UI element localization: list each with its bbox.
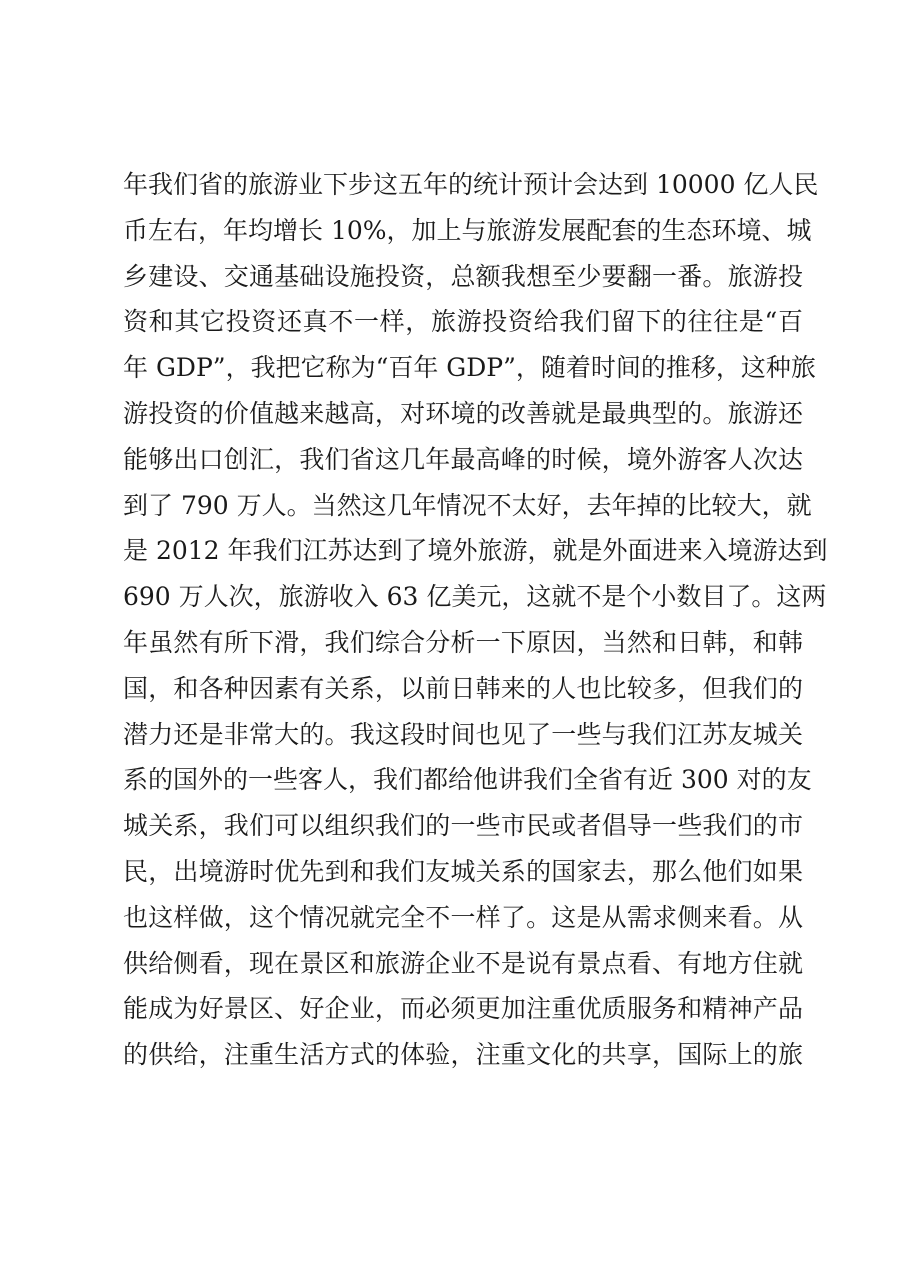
body-paragraph xyxy=(123,162,828,1078)
text-line: 也这样做，这个情况就完全不一样了。这是从需求侧来看。从 xyxy=(123,902,803,932)
text-line: 民，出境游时优先到和我们友城关系的国家去，那么他们如果 xyxy=(123,856,803,886)
text-line: 年虽然有所下滑，我们综合分析一下原因，当然和日韩，和韩 xyxy=(123,627,803,657)
text-line: 690 万人次，旅游收入 63 亿美元，这就不是个小数目了。这两 xyxy=(123,582,827,612)
text-line: 年 GDP”，我把它称为“百年 GDP”，随着时间的推移，这种旅 xyxy=(123,353,816,383)
text-line: 供给侧看，现在景区和旅游企业不是说有景点看、有地方住就 xyxy=(123,948,803,978)
text-line: 城关系，我们可以组织我们的一些市民或者倡导一些我们的市 xyxy=(123,811,803,841)
text-line: 资和其它投资还真不一样，旅游投资给我们留下的往往是“百 xyxy=(123,307,803,337)
text-line: 乡建设、交通基础设施投资，总额我想至少要翻一番。旅游投 xyxy=(123,261,803,291)
text-line: 潜力还是非常大的。我这段时间也见了一些与我们江苏友城关 xyxy=(123,719,803,749)
text-line: 能够出口创汇，我们省这几年最高峰的时候，境外游客人次达 xyxy=(123,444,803,474)
text-line: 国，和各种因素有关系，以前日韩来的人也比较多，但我们的 xyxy=(123,673,803,703)
text-line: 能成为好景区、好企业，而必须更加注重优质服务和精神产品 xyxy=(123,994,803,1024)
text-line: 币左右，年均增长 10%，加上与旅游发展配套的生态环境、城 xyxy=(123,215,812,245)
text-line: 游投资的价值越来越高，对环境的改善就是最典型的。旅游还 xyxy=(123,398,803,428)
text-line: 年我们省的旅游业下步这五年的统计预计会达到 10000 亿人民 xyxy=(123,170,819,199)
text-line: 的供给，注重生活方式的体验，注重文化的共享，国际上的旅 xyxy=(123,1040,803,1070)
text-line: 是 2012 年我们江苏达到了境外旅游，就是外面进来入境游达到 xyxy=(123,536,828,566)
text-line: 到了 790 万人。当然这几年情况不太好，去年掉的比较大，就 xyxy=(123,490,812,520)
text-line: 系的国外的一些客人，我们都给他讲我们全省有近 300 对的友 xyxy=(123,765,812,795)
